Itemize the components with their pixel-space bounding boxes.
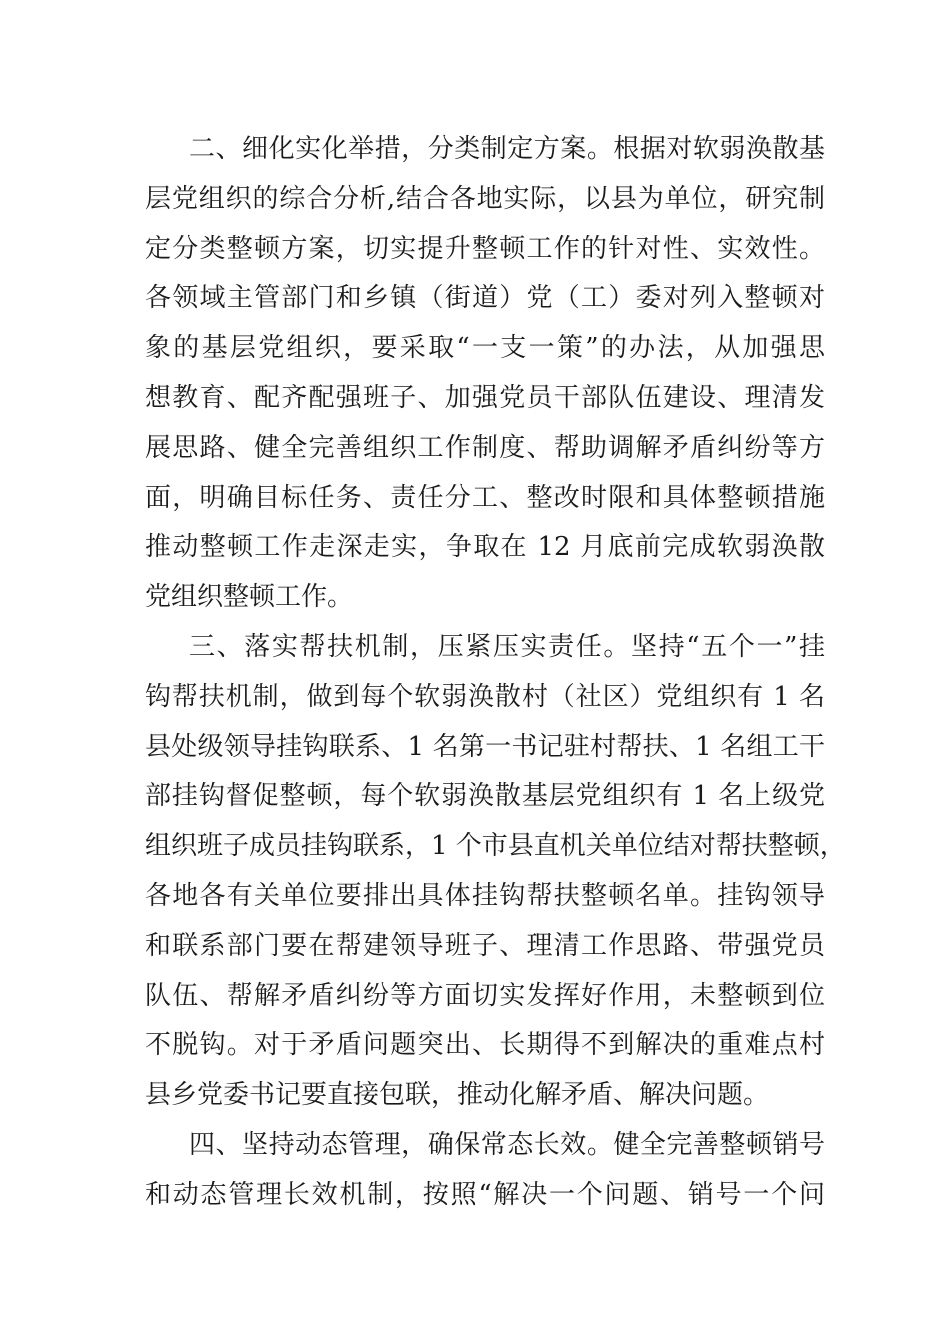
paragraph-4-line: 四、坚持动态管理，确保常态长效。健全完善整顿销号 — [189, 1129, 825, 1160]
paragraph-2-line: 展思路、健全完善组织工作制度、帮助调解矛盾纠纷等方 — [145, 432, 825, 463]
paragraph-2-line: 象的基层党组织，要采取“一支一策”的办法，从加强思 — [145, 333, 825, 364]
paragraph-3-line: 和联系部门要在帮建领导班子、理清工作思路、带强党员 — [145, 930, 825, 961]
paragraph-3-line: 钩帮扶机制，做到每个软弱涣散村（社区）党组织有 1 名 — [145, 681, 825, 712]
paragraph-3-line: 县处级领导挂钩联系、1 名第一书记驻村帮扶、1 名组工干 — [145, 731, 825, 762]
paragraph-2-line: 党组织整顿工作。 — [145, 582, 354, 613]
paragraph-4-line: 和动态管理长效机制，按照“解决一个问题、销号一个问 — [145, 1179, 825, 1210]
paragraph-3-line: 队伍、帮解矛盾纠纷等方面切实发挥好作用，未整顿到位 — [145, 980, 825, 1011]
paragraph-2-line: 层党组织的综合分析,结合各地实际，以县为单位，研究制 — [145, 183, 825, 214]
paragraph-3-line: 不脱钩。对于矛盾问题突出、长期得不到解决的重难点村 — [145, 1030, 825, 1061]
paragraph-2-line: 面，明确目标任务、责任分工、整改时限和具体整顿措施 — [145, 482, 825, 513]
paragraph-2-line: 二、细化实化举措，分类制定方案。根据对软弱涣散基 — [189, 134, 825, 164]
document-body — [145, 125, 846, 1221]
paragraph-3-line: 各地各有关单位要排出具体挂钩帮扶整顿名单。挂钩领导 — [145, 880, 825, 911]
paragraph-3-line: 组织班子成员挂钩联系，1 个市县直机关单位结对帮扶整顿， — [145, 831, 846, 862]
paragraph-3-line: 三、落实帮扶机制，压紧压实责任。坚持“五个一”挂 — [189, 631, 825, 662]
paragraph-3-line: 部挂钩督促整顿，每个软弱涣散基层党组织有 1 名上级党 — [145, 781, 825, 812]
paragraph-2-line: 定分类整顿方案，切实提升整顿工作的针对性、实效性。 — [145, 233, 825, 264]
paragraph-2-line: 推动整顿工作走深走实，争取在 12 月底前完成软弱涣散 — [145, 532, 825, 563]
paragraph-2-line: 各领域主管部门和乡镇（街道）党（工）委对列入整顿对 — [145, 283, 825, 314]
paragraph-2-line: 想教育、配齐配强班子、加强党员干部队伍建设、理清发 — [145, 382, 825, 413]
paragraph-3-line: 县乡党委书记要直接包联，推动化解矛盾、解决问题。 — [145, 1080, 770, 1111]
